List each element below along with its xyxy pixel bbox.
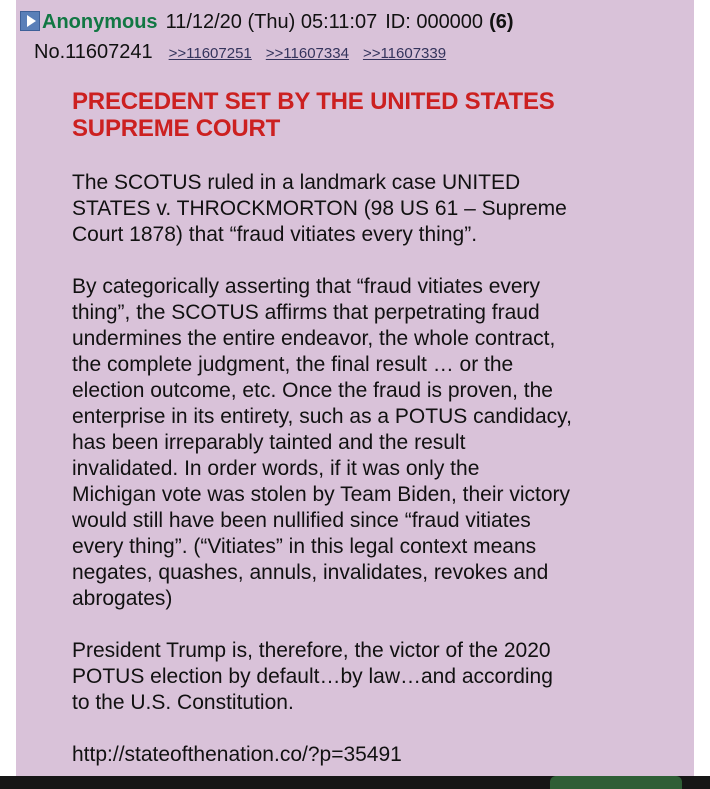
post-number[interactable]: No.11607241 [34,41,153,63]
bottom-bar-accent [550,776,682,789]
paragraph-precedent: The SCOTUS ruled in a landmark case UNITED STATES v. THROCKMORTON (98 US 61 – Supreme Court 1878) that “fraud vitiates every thing”. [72,171,567,246]
post-body [72,170,672,776]
post-number-line [34,40,446,66]
poster-id[interactable]: ID: 000000 [385,11,484,33]
paragraph-conclusion: President Trump is, therefore, the victor of the 2020 POTUS election by default…by law…and according to the U.S. Constitution. [72,639,553,714]
post-title: PRECEDENT SET BY THE UNITED STATES SUPREME COURT [72,88,555,142]
paragraph-analysis: By categorically asserting that “fraud vitiates every thing”, the SCOTUS affirms that perpetrating fraud undermines the entire endeavor, the whole contract, the complete judgment, the final result … or the election outcome, etc. Once the fraud is proven, the enterprise in its entirety, such as a POTUS candidacy, has been irreparably tainted and the result invalidated. In order words, if it was only the Michigan vote was stolen by Team Biden, their victory would still have been nullified since “fraud vitiates every thing”. (“Vitiates” in this legal context means negates, quashes, annuls, invalidates, revokes and abrogates) [72,275,572,610]
play-arrow-icon[interactable] [20,11,40,31]
backlink-3[interactable]: >>11607339 [362,45,447,62]
poster-name: Anonymous [42,11,158,33]
backlink-2[interactable]: >>11607334 [265,45,349,62]
post-date: 11/12/20 (Thu) 05:11:07 [165,11,378,33]
backlink-1[interactable]: >>11607251 [168,45,252,62]
post-container [16,0,694,776]
reply-count: (6) [489,11,514,33]
source-link[interactable]: http://stateofthenation.co/?p=35491 [72,743,402,766]
post-header [20,10,514,34]
